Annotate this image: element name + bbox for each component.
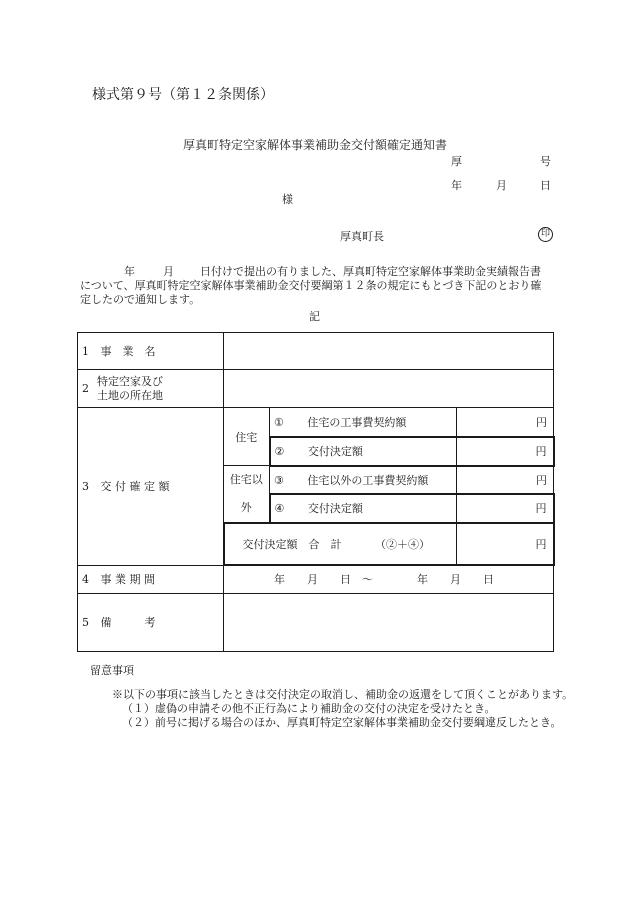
seal-mark: 印 — [538, 227, 553, 242]
date-year: 年 — [451, 179, 462, 192]
item3-amount[interactable]: 円 — [457, 466, 554, 494]
item4-mark: ④ — [274, 502, 285, 516]
item1-amount[interactable]: 円 — [457, 408, 554, 437]
notes-list — [112, 688, 573, 730]
row-project-name — [78, 333, 554, 370]
location-value[interactable] — [224, 370, 554, 408]
body-line2: について、厚真町特定空家解体事業補助金交付要綱第１２条の規定にもとづき下記のとおり確 — [80, 279, 542, 292]
note-line-2: （１）虚偽の申請その他不正行為により補助金の交付の決定を受けたとき。 — [122, 702, 496, 715]
row1-number: 1 — [82, 345, 89, 358]
issuer: 厚真町長 — [340, 230, 384, 243]
row-amount-1 — [78, 408, 554, 437]
doc-number-prefix: 厚 — [451, 155, 462, 168]
body-year: 年 — [124, 265, 135, 278]
group-housing: 住宅 — [224, 408, 270, 466]
total-label: 交付決定額 合 計 — [242, 538, 342, 551]
group-other-line1: 住宅以 — [229, 473, 263, 486]
row3-number: 3 — [82, 480, 89, 494]
total-amount[interactable]: 円 — [457, 523, 554, 565]
note-line-3: （２）前号に掲げる場合のほか、厚真町特定空家解体事業補助金交付要綱違反したとき。 — [122, 716, 562, 729]
group-other-line2: 外 — [240, 501, 252, 514]
project-name-value[interactable] — [224, 333, 554, 370]
doc-number-suffix: 号 — [540, 155, 551, 168]
body-month: 月 — [163, 265, 174, 278]
addressee-suffix: 様 — [282, 193, 293, 206]
document-title: 厚真町特定空家解体事業補助金交付額確定通知書 — [182, 138, 447, 152]
item3-label: 住宅以外の工事費契約額 — [307, 473, 429, 487]
note-line-1: ※以下の事項に該当したときは交付決定の取消し、補助金の返還をして頂くことがあります。 — [112, 688, 574, 701]
row4-label: 事 業 期 間 — [100, 573, 155, 586]
item3-mark: ③ — [274, 473, 284, 487]
row-location — [78, 370, 554, 408]
details-table — [77, 332, 555, 652]
row3-label: 交 付 確 定 額 — [100, 480, 170, 494]
row2-label-line2: 土地の所在地 — [97, 388, 163, 402]
row-remarks — [78, 593, 554, 651]
item2-mark: ② — [274, 445, 285, 458]
item4-label: 交付決定額 — [307, 502, 363, 516]
remarks-value[interactable] — [224, 593, 554, 651]
date-day: 日 — [540, 179, 551, 192]
row2-number: 2 — [82, 382, 89, 395]
row5-label: 備 考 — [100, 616, 156, 629]
item2-amount[interactable]: 円 — [457, 437, 554, 466]
item1-mark: ① — [274, 415, 284, 429]
item2-label: 交付決定額 — [307, 445, 363, 458]
ki-mark: 記 — [309, 310, 320, 323]
item4-amount[interactable]: 円 — [457, 494, 554, 523]
row2-label-line1: 特定空家及び — [97, 374, 163, 388]
row1-label: 事 業 名 — [100, 345, 156, 358]
body-line1: 日付けで提出の有りました、厚真町特定空家解体事業助金実績報告書 — [200, 265, 541, 278]
form-number: 様式第９号（第１２条関係） — [92, 87, 274, 103]
date-month: 月 — [496, 179, 507, 192]
item1-label: 住宅の工事費契約額 — [307, 415, 407, 429]
row4-number: 4 — [82, 573, 89, 586]
body-line3: 定したので通知します。 — [80, 293, 201, 306]
total-formula: （②＋④） — [375, 538, 430, 551]
row-period — [78, 565, 554, 593]
notes-title: 留意事項 — [90, 664, 134, 677]
period-value[interactable]: 年 月 日 ～ 年 月 日 — [224, 565, 554, 593]
notice-body — [80, 265, 556, 307]
row5-number: 5 — [82, 616, 89, 629]
